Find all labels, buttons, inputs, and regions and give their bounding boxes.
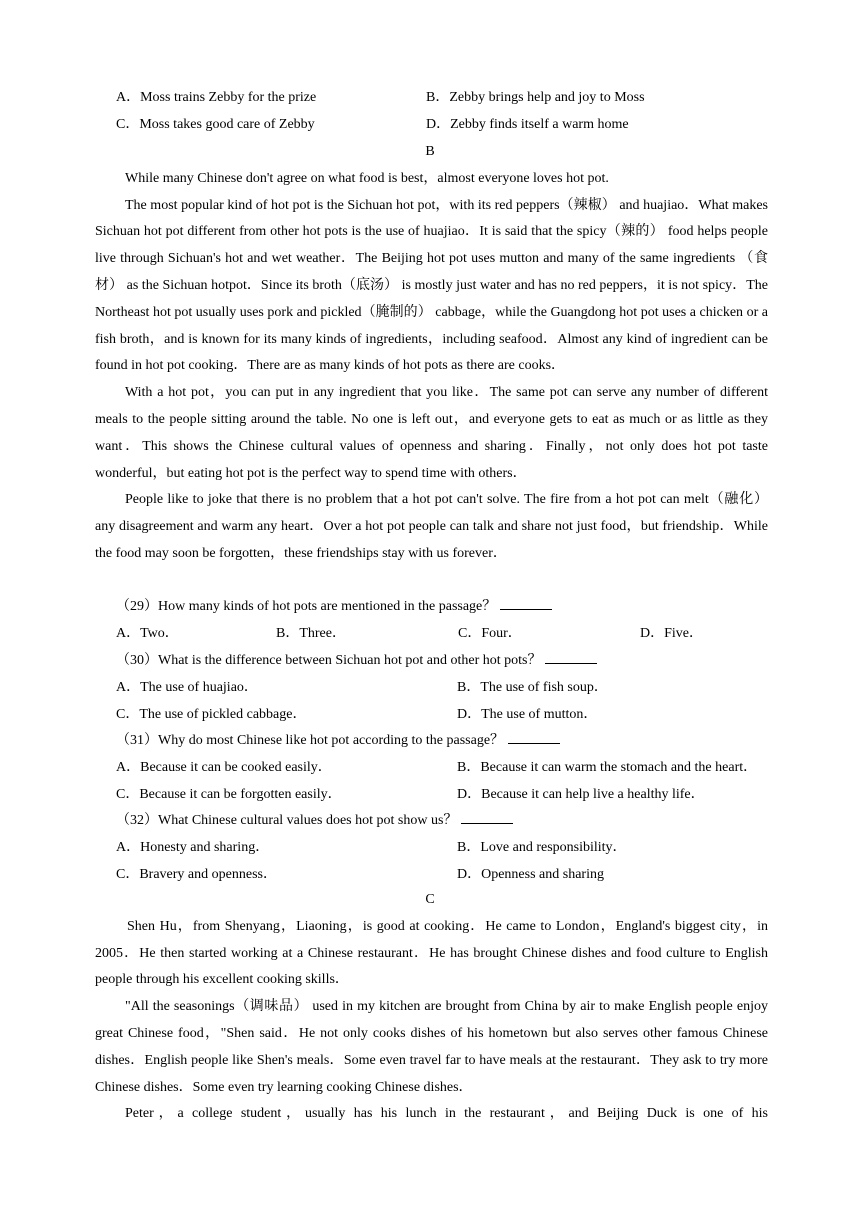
question-32: [0, 807, 860, 888]
options-row: [116, 112, 776, 139]
option-c[interactable]: C．Four．: [458, 625, 522, 641]
answer-blank[interactable]: [461, 807, 513, 824]
option-a[interactable]: A．Two．: [116, 625, 179, 641]
option-b[interactable]: B．Love and responsibility．: [457, 839, 627, 855]
options-row: [116, 621, 776, 648]
passage-paragraph: The most popular kind of hot pot is the Sichuan hot pot，with its red peppers（辣椒） and huajiao．What makes Sichuan hot pot different from other hot pots is the use of huajiao．It is said that the spicy（辣的） food helps people live through Sichuan's hot and wet weather．The Beijing hot pot uses mutton and many of the same ingredients （食材） as the Sichuan hotpot．Since its broth（底汤） is mostly just water and has no red peppers，it is not spicy．The Northeast hot pot usually uses pork and pickled（腌制的） cabbage，while the Guangdong hot pot uses a chicken or a fish broth，and is known for its many kinds of ingredients，including seafood．Almost any kind of ingredient can be found in hot pot cooking．There are as many kinds of hot pots as there are cooks．: [95, 197, 768, 374]
passage-paragraph: Peter，a college student，usually has his lunch in the restaurant，and Beijing Duck is one of his: [125, 1106, 768, 1122]
question-29: [0, 593, 860, 648]
question-text: （32）What Chinese cultural values does hot pot show us？: [116, 813, 458, 828]
question-stem: [116, 647, 860, 675]
options-row: [116, 835, 776, 862]
previous-question-options: [0, 85, 860, 139]
question-stem: [116, 593, 860, 621]
question-text: （30）What is the difference between Sichuan hot pot and other hot pots？: [116, 653, 542, 668]
question-text: （31）Why do most Chinese like hot pot according to the passage？: [116, 733, 505, 748]
options-row: [116, 675, 776, 702]
options-row: [116, 782, 776, 809]
question-31: [0, 727, 860, 808]
answer-blank[interactable]: [545, 647, 597, 664]
option-d[interactable]: D．Zebby finds itself a warm home: [426, 116, 629, 132]
section-c-heading: C: [425, 892, 435, 907]
option-d[interactable]: D．Because it can help live a healthy life．: [457, 786, 705, 802]
question-stem: [116, 807, 860, 835]
option-b[interactable]: B．Because it can warm the stomach and the heart．: [457, 759, 758, 775]
question-30: [0, 647, 860, 728]
answer-blank[interactable]: [500, 593, 552, 610]
question-text: （29）How many kinds of hot pots are mentioned in the passage？: [116, 599, 497, 614]
option-d[interactable]: D．Openness and sharing: [457, 866, 604, 882]
option-c[interactable]: C．The use of pickled cabbage．: [116, 706, 307, 722]
option-c[interactable]: C．Moss takes good care of Zebby: [116, 116, 315, 132]
option-d[interactable]: D．The use of mutton．: [457, 706, 598, 722]
option-c[interactable]: C．Because it can be forgotten easily．: [116, 786, 342, 802]
option-d[interactable]: D．Five．: [640, 625, 703, 641]
option-a[interactable]: A．Because it can be cooked easily．: [116, 759, 332, 775]
options-row: [116, 85, 776, 112]
options-row: [116, 862, 776, 889]
passage-paragraph: With a hot pot，you can put in any ingredient that you like．The same pot can serve any number of different meals to the people sitting around the table. No one is left out，and everyone gets to eat as much or as little as they want．This shows the Chinese cultural values of openness and sharing．Finally，not only does hot pot taste wonderful，but eating hot pot is the perfect way to spend time with others．: [95, 385, 768, 481]
option-a[interactable]: A．Moss trains Zebby for the prize: [116, 90, 317, 105]
option-a[interactable]: A．The use of huajiao．: [116, 679, 258, 695]
passage-paragraph: Shen Hu，from Shenyang，Liaoning，is good at cooking．He came to London，England's biggest city，in 2005．He then started working at a Chinese restaurant．He has brought Chinese dishes and food culture to English people through his excellent cooking skills．: [95, 918, 768, 988]
answer-blank[interactable]: [508, 727, 560, 744]
options-row: [116, 755, 776, 782]
options-row: [116, 702, 776, 729]
section-b: [0, 139, 860, 568]
option-b[interactable]: B．Zebby brings help and joy to Moss: [426, 90, 645, 105]
passage-paragraph: While many Chinese don't agree on what food is best，almost everyone loves hot pot.: [125, 170, 609, 186]
passage-paragraph: "All the seasonings（调味品） used in my kitchen are brought from China by air to make English people enjoy great Chinese food，"Shen said．He not only cooks dishes of his hometown but also serves other famous Chinese dishes．English people like Shen's meals．Some even travel far to have meals at the restaurant．They ask to try more Chinese dishes．Some even try learning cooking Chinese dishes．: [95, 999, 768, 1095]
question-stem: [116, 727, 860, 755]
section-b-heading: B: [425, 144, 435, 159]
passage-paragraph: People like to joke that there is no problem that a hot pot can't solve. The fire from a hot pot can melt（融化） any disagreement and warm any heart．Over a hot pot people can talk and share not just food，but friendship．While the food may soon be forgotten，these friendships stay with us forever．: [95, 492, 768, 561]
option-b[interactable]: B．Three．: [276, 625, 346, 641]
option-a[interactable]: A．Honesty and sharing．: [116, 839, 270, 855]
option-b[interactable]: B．The use of fish soup．: [457, 679, 608, 695]
option-c[interactable]: C．Bravery and openness．: [116, 866, 277, 882]
section-c: [0, 887, 860, 1128]
